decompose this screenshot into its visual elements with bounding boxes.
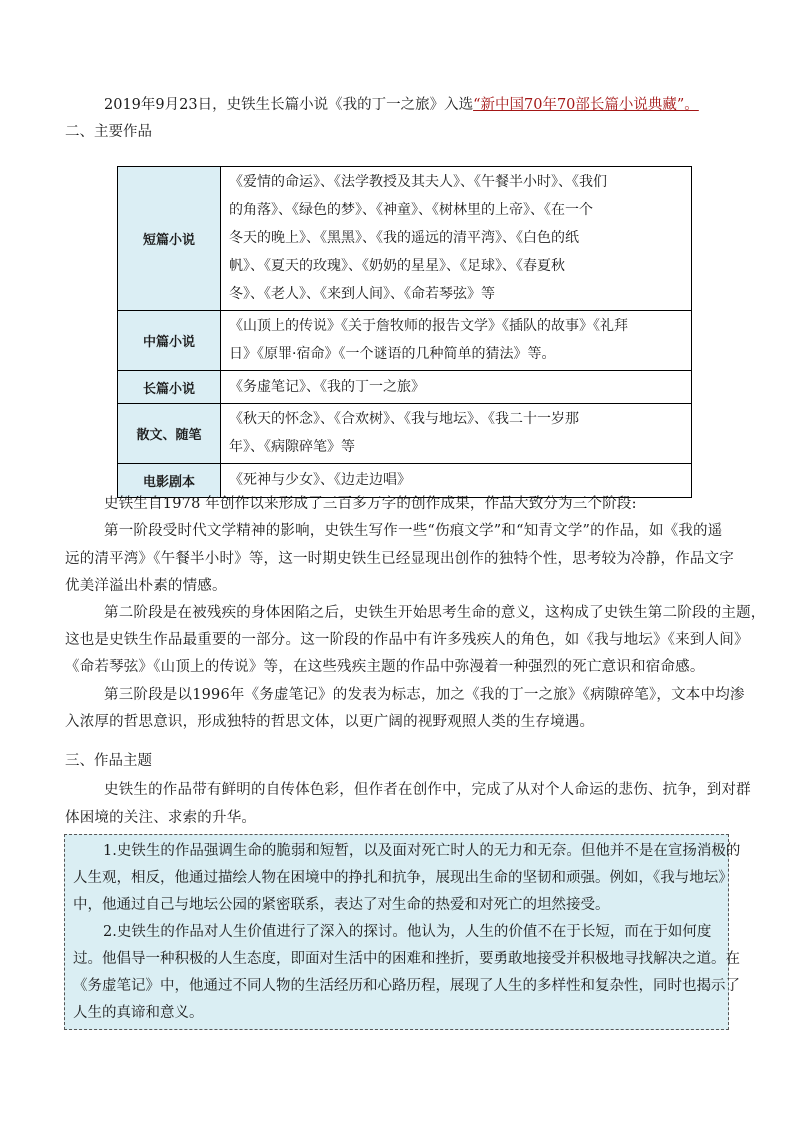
table-row	[118, 311, 692, 371]
paragraph-line: 优美洋溢出朴素的情感。	[65, 578, 227, 594]
works-line: 《秋天的怀念》、《合欢树》、《我与地坛》、《我二十一岁那	[229, 411, 579, 427]
works-line: 冬天的晚上》、《黑黑》、《我的遥远的清平湾》、《白色的纸	[229, 230, 579, 246]
themes-callout-box	[64, 834, 741, 1030]
category-cell: 长篇小说	[118, 371, 221, 404]
works-line: 帆》、《夏天的玫瑰》、《奶奶的星星》、《足球》、《春夏秋	[229, 258, 565, 274]
category-cell: 短篇小说	[118, 167, 221, 311]
works-line: 《务虚笔记》、《我的丁一之旅》	[229, 378, 425, 395]
table-row	[118, 404, 692, 464]
intro-text: 2019年9月23日，史铁生长篇小说《我的丁一之旅》入选	[104, 97, 474, 113]
works-line: 冬》、《老人》、《来到人间》、《命若琴弦》等	[229, 286, 495, 302]
table-row	[118, 464, 692, 498]
section-heading-themes: 三、作品主题	[65, 753, 152, 769]
paragraph-line: 史铁生自1978 年创作以来形成了三百多万字的创作成果，作品大致分为三个阶段:	[104, 496, 637, 512]
section-heading-works: 二、主要作品	[65, 124, 152, 140]
callout-line: 2.史铁生的作品对人生价值进行了深入的探讨。他认为，人生的价值不在于长短，而在于如何度	[103, 924, 712, 940]
works-line: 《爱情的命运》、《法学教授及其夫人》、《午餐半小时》、《我们	[229, 174, 607, 190]
paragraph-line: 史铁生的作品带有鲜明的自传体色彩，但作者在创作中，完成了从对个人命运的悲伤、抗争，到对群	[104, 782, 751, 798]
works-line: 《死神与少女》、《边走边唱》	[229, 472, 411, 488]
works-line: 年》、《病隙碎笔》等	[229, 439, 355, 455]
paragraph-line: 第二阶段是在被残疾的身体困陷之后，史铁生开始思考生命的意义，这构成了史铁生第二阶段的主题，	[104, 605, 766, 621]
intro-link[interactable]: “新中国70年70部长篇小说典藏”。	[473, 97, 699, 113]
works-cell	[221, 404, 692, 464]
paragraph-line: 第三阶段是以1996年《务虚笔记》的发表为标志，加之《我的丁一之旅》《病隙碎笔》，文本中均渗	[104, 687, 745, 703]
paragraph-line: 《命若琴弦》《山顶上的传说》等，在这些残疾主题的作品中弥漫着一种强烈的死亡意识和宿命感。	[65, 659, 705, 675]
paragraph-line: 第一阶段受时代文学精神的影响，史铁生写作一些“伤痕文学”和“知青文学”的作品，如《我的遥	[104, 523, 723, 539]
callout-line: 过。他倡导一种积极的人生态度，即面对生活中的困难和挫折，要勇敢地接受并积极地寻找解决之道。在	[73, 951, 740, 967]
callout-line: 中，他通过自己与地坛公园的紧密联系，表达了对生命的热爱和对死亡的坦然接受。	[73, 897, 610, 913]
works-line: 《山顶上的传说》《关于詹牧师的报告文学》《插队的故事》《礼拜	[229, 318, 628, 334]
works-cell	[221, 167, 692, 311]
intro-line	[104, 95, 768, 115]
category-cell: 散文、随笔	[118, 404, 221, 464]
works-line: 的角落》、《绿色的梦》、《神童》、《树林里的上帝》、《在一个	[229, 202, 593, 218]
works-cell	[221, 311, 692, 371]
paragraph-line: 体困境的关注、求索的升华。	[65, 810, 257, 826]
callout-line: 人生的真谛和意义。	[73, 1005, 204, 1021]
category-cell: 中篇小说	[118, 311, 221, 371]
category-cell: 电影剧本	[118, 464, 221, 498]
callout-line: 1.史铁生的作品强调生命的脆弱和短暂，以及面对死亡时人的无力和无奈。但他并不是在宣扬消极的	[103, 843, 741, 859]
callout-line: 人生观，相反，他通过描绘人物在困境中的挣扎和抗争，展现出生命的坚韧和顽强。例如，《我与地坛》	[73, 870, 733, 886]
paragraph-line: 远的清平湾》《午餐半小时》等，这一时期史铁生已经显现出创作的独特个性，思考较为冷静，作品文字	[65, 551, 734, 567]
callout-line: 《务虚笔记》中，他通过不同人物的生活经历和心路历程，展现了人生的多样性和复杂性，同时也揭示了	[73, 978, 740, 994]
table-row	[118, 371, 692, 404]
paragraph-line: 入浓厚的哲思意识，形成独特的哲思文体，以更广阔的视野观照人类的生存境遇。	[65, 714, 595, 730]
works-line: 日》《原罪·宿命》《一个谜语的几种简单的猜法》等。	[229, 346, 556, 362]
paragraph-line: 这也是史铁生作品最重要的一部分。这一阶段的作品中有许多残疾人的角色，如《我与地坛》《来到人间》	[65, 632, 749, 648]
works-table	[117, 166, 692, 498]
works-cell	[221, 371, 692, 404]
table-row	[118, 167, 692, 311]
works-cell	[221, 464, 692, 498]
